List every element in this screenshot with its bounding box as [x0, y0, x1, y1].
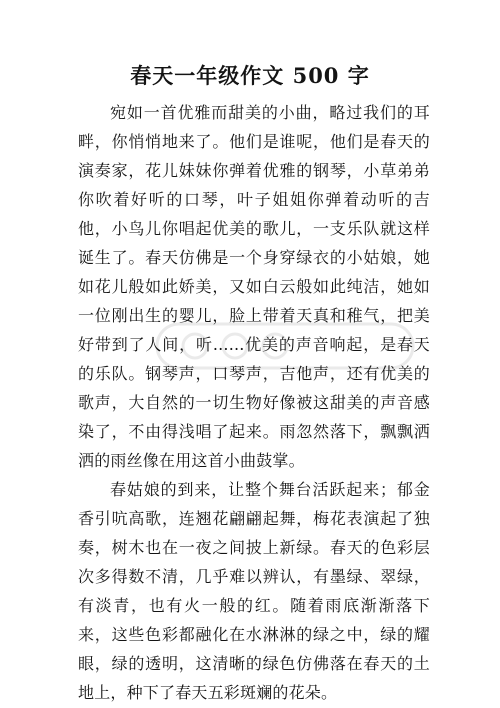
- document-title: 春天一年级作文 500 字: [130, 63, 370, 88]
- document-body: [78, 98, 430, 707]
- paragraph-1: 宛如一首优雅而甜美的小曲，略过我们的耳畔，你悄悄地来了。他们是谁呢，他们是春天的演奏家，花儿妹妹你弹着优雅的钢琴，小草弟弟你吹着好听的口琴，叶子姐姐你弹着动听的吉他，小鸟儿你唱起优美的歌儿，一支乐队就这样诞生了。春天仿佛是一个身穿绿衣的小姑娘，她如花儿般如此娇美，又如白云般如此纯洁，她如一位刚出生的婴儿，脸上带着天真和稚气，把美好带到了人间，听......优美的声音响起，是春天的乐队。钢琴声，口琴声，吉他声，还有优美的歌声，大自然的一切生物好像被这甜美的声音感染了，不由得浅唱了起来。雨忽然落下，飘飘洒洒的雨丝像在用这首小曲鼓掌。: [78, 103, 430, 470]
- paragraph-2: 春姑娘的到来，让整个舞台活跃起来；郁金香引吭高歌，连翘花翩翩起舞，梅花表演起了独奏，树木也在一夜之间披上新绿。春天的色彩层次多得数不清，几乎难以辨认，有墨绿、翠绿，有淡青，也有火一般的红。随着雨底渐渐落下来，这些色彩都融化在水淋淋的绿之中，绿的耀眼，绿的透明，这清晰的绿色仿佛落在春天的土地上，种下了春天五彩斑斓的花朵。: [78, 480, 430, 702]
